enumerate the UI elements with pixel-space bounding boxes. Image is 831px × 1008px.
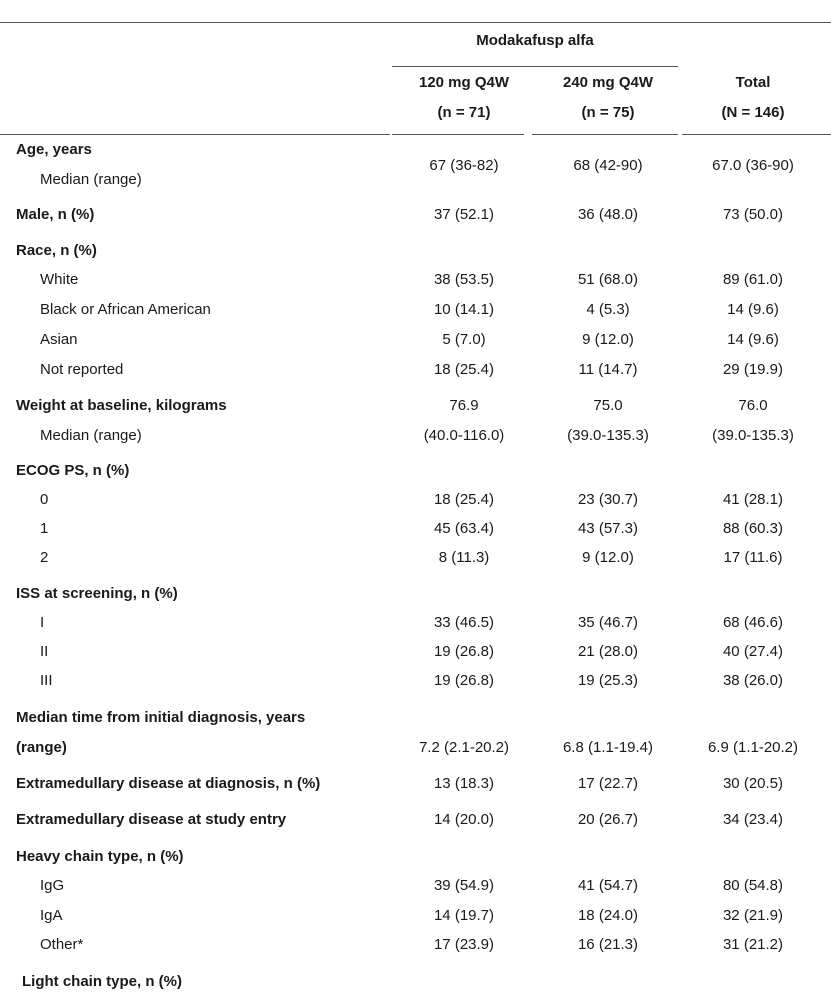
- cell: 18 (25.4): [433, 361, 495, 378]
- median-time-heading: Median time from initial diagnosis, years: [16, 709, 306, 726]
- row-label: 2: [40, 549, 49, 566]
- cell: 5 (7.0): [442, 331, 486, 348]
- cell: 76.0: [738, 397, 768, 414]
- cell: 34 (23.4): [722, 811, 784, 828]
- age-heading: Age, years: [16, 141, 92, 158]
- cell: 80 (54.8): [722, 877, 784, 894]
- weight-label: Weight at baseline, kilograms: [16, 397, 227, 414]
- cell: 23 (30.7): [577, 491, 639, 508]
- cell: 35 (46.7): [577, 614, 639, 631]
- race-heading: Race, n (%): [16, 242, 97, 259]
- header-rule-left: [0, 134, 390, 135]
- row-label: IgA: [40, 907, 63, 924]
- cell: 20 (26.7): [577, 811, 639, 828]
- col-header-240mg: 240 mg Q4W: [562, 74, 654, 91]
- cell: 11 (14.7): [578, 361, 638, 378]
- row-label: Other*: [40, 936, 84, 953]
- cell: (40.0-116.0): [423, 427, 505, 444]
- row-label: IgG: [40, 877, 65, 894]
- row-label: II: [40, 643, 49, 660]
- cell: 8 (11.3): [438, 549, 490, 566]
- row-label: Not reported: [40, 361, 124, 378]
- emd-diagnosis-label: Extramedullary disease at diagnosis, n (%): [16, 775, 321, 792]
- row-label: Median (range): [40, 171, 142, 188]
- cell: 30 (20.5): [722, 775, 784, 792]
- cell: 19 (25.3): [577, 672, 639, 689]
- row-label: (range): [16, 739, 67, 756]
- row-label: 0: [40, 491, 49, 508]
- cell: 19 (26.8): [433, 672, 495, 689]
- cell: 38 (53.5): [433, 271, 495, 288]
- cell: 16 (21.3): [577, 936, 639, 953]
- cell: (39.0-135.3): [712, 427, 794, 444]
- cell: 45 (63.4): [433, 520, 495, 537]
- header-rule-col2: [532, 134, 678, 135]
- cell: 39 (54.9): [433, 877, 495, 894]
- row-label: Asian: [40, 331, 78, 348]
- cell: 40 (27.4): [722, 643, 784, 660]
- cell: 51 (68.0): [577, 271, 639, 288]
- header-rule-col3: [682, 134, 831, 135]
- cell: 38 (26.0): [722, 672, 784, 689]
- cell: 4 (5.3): [586, 301, 630, 318]
- cell: 18 (24.0): [577, 907, 639, 924]
- cell: 75.0: [593, 397, 623, 414]
- cell: 29 (19.9): [722, 361, 784, 378]
- cell: 9 (12.0): [582, 331, 634, 348]
- cell: 10 (14.1): [433, 301, 495, 318]
- cell: 17 (11.6): [723, 549, 783, 566]
- group-header: Modakafusp alfa: [476, 32, 594, 49]
- cell: 43 (57.3): [577, 520, 639, 537]
- row-label: 1: [40, 520, 49, 537]
- cell: 9 (12.0): [582, 549, 634, 566]
- cell: 68 (46.6): [722, 614, 784, 631]
- cell: 33 (46.5): [433, 614, 495, 631]
- emd-entry-label: Extramedullary disease at study entry: [16, 811, 287, 828]
- row-label: III: [40, 672, 53, 689]
- cell: 76.9: [449, 397, 479, 414]
- col-header-240mg-n: (n = 75): [581, 104, 635, 121]
- cell: 19 (26.8): [433, 643, 495, 660]
- top-rule: [0, 22, 831, 23]
- cell: 14 (9.6): [727, 301, 779, 318]
- row-label: Median (range): [40, 427, 142, 444]
- cell: 14 (9.6): [727, 331, 779, 348]
- cell: 6.8 (1.1-19.4): [562, 739, 654, 756]
- group-rule: [392, 66, 678, 67]
- cell: 37 (52.1): [433, 206, 495, 223]
- col-header-total-n: (N = 146): [721, 104, 785, 121]
- cell: 13 (18.3): [433, 775, 495, 792]
- iss-heading: ISS at screening, n (%): [16, 585, 178, 602]
- cell: 68 (42-90): [573, 157, 643, 174]
- row-label: I: [40, 614, 45, 631]
- male-label: Male, n (%): [16, 206, 95, 223]
- row-label: Black or African American: [40, 301, 211, 318]
- cell: 6.9 (1.1-20.2): [707, 739, 799, 756]
- light-chain-heading: Light chain type, n (%): [22, 973, 182, 990]
- row-label: White: [40, 271, 79, 288]
- cell: 14 (19.7): [433, 907, 495, 924]
- cell: 17 (22.7): [577, 775, 639, 792]
- cell: 88 (60.3): [722, 520, 784, 537]
- cell: 32 (21.9): [722, 907, 784, 924]
- heavy-chain-heading: Heavy chain type, n (%): [16, 848, 184, 865]
- cell: 36 (48.0): [577, 206, 639, 223]
- cell: (39.0-135.3): [567, 427, 649, 444]
- ecog-heading: ECOG PS, n (%): [16, 462, 130, 479]
- cell: 41 (54.7): [577, 877, 639, 894]
- cell: 7.2 (2.1-20.2): [418, 739, 510, 756]
- cell: 89 (61.0): [722, 271, 784, 288]
- cell: 67.0 (36-90): [712, 157, 794, 174]
- cell: 67 (36-82): [429, 157, 499, 174]
- col-header-120mg: 120 mg Q4W: [418, 74, 510, 91]
- col-header-total: Total: [735, 74, 771, 91]
- cell: 41 (28.1): [722, 491, 784, 508]
- cell: 21 (28.0): [577, 643, 639, 660]
- cell: 18 (25.4): [433, 491, 495, 508]
- header-rule-col1: [392, 134, 524, 135]
- cell: 31 (21.2): [722, 936, 784, 953]
- cell: 17 (23.9): [433, 936, 495, 953]
- cell: 14 (20.0): [433, 811, 495, 828]
- cell: 73 (50.0): [722, 206, 784, 223]
- col-header-120mg-n: (n = 71): [437, 104, 491, 121]
